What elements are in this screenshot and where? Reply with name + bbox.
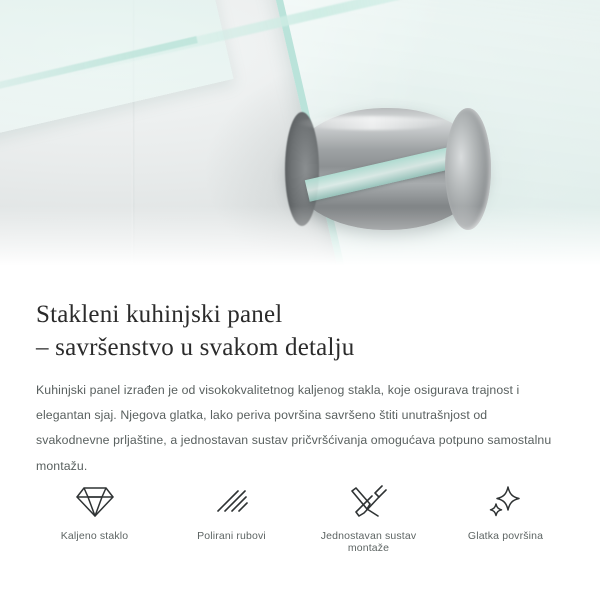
body-paragraph: Kuhinjski panel izrađen je od visokokvalitetnog kaljenog stakla, koje osigurava trajnost i elegantan sjaj. Njegova glatka, lako periva površina savršeno štiti unutrašnjost od svakodnevne prljaštine, a jednostavan sustav pričvršćivanja omogućava potpuno samostalnu montažu. — [36, 383, 552, 473]
feature-label: Kaljeno staklo — [60, 530, 129, 542]
feature-label: Glatka površina — [467, 530, 544, 542]
headline — [0, 276, 600, 364]
standoff-highlight — [297, 116, 447, 130]
headline-line-2: – savršenstvo u svakom detalju — [36, 334, 355, 361]
feature-item — [437, 482, 574, 542]
diamond-icon — [26, 482, 163, 522]
product-photo — [0, 0, 600, 276]
photo-fade-overlay — [0, 206, 600, 276]
tools-icon — [300, 482, 437, 522]
feature-item — [26, 482, 163, 542]
feature-label: Polirani rubovi — [197, 530, 266, 542]
feature-list — [0, 482, 600, 554]
polished-edges-icon — [163, 482, 300, 522]
feature-label: Jednostavan sustav montaže — [320, 530, 417, 554]
feature-item — [300, 482, 437, 554]
headline-line-1: Stakleni kuhinjski panel — [36, 301, 283, 328]
sparkle-icon — [437, 482, 574, 522]
feature-item — [163, 482, 300, 542]
